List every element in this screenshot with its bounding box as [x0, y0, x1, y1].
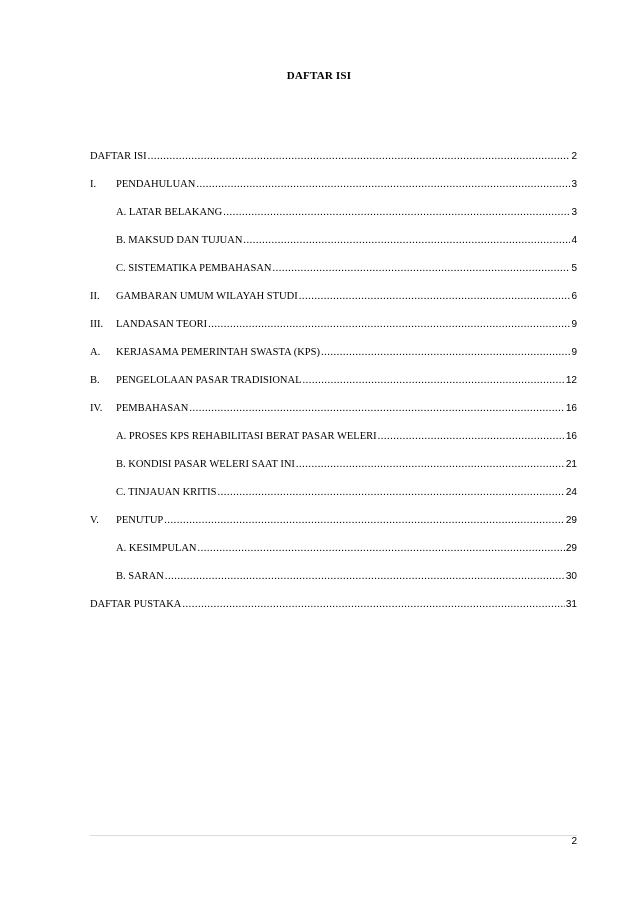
toc-entry-daftar-pustaka[interactable]: [90, 596, 577, 612]
toc-label: A. PROSES KPS REHABILITASI BERAT PASAR WELERI: [116, 431, 377, 442]
toc-entry-latar-belakang[interactable]: [116, 204, 577, 220]
toc-entry-sistematika-pembahasan[interactable]: [116, 260, 577, 276]
toc-page-number: 2: [571, 151, 577, 162]
toc-entry-kesimpulan[interactable]: [116, 540, 577, 556]
toc-entry-kerjasama-pemerintah-swasta[interactable]: [90, 344, 577, 360]
toc-numeral: III.: [90, 319, 104, 330]
toc-leader-dots: [196, 178, 570, 192]
toc-page-number: 30: [565, 571, 577, 582]
toc-entry-landasan-teori[interactable]: [90, 316, 577, 332]
toc-page-number: 21: [565, 459, 577, 470]
toc-label: C. SISTEMATIKA PEMBAHASAN: [116, 263, 272, 274]
toc-label: PENGELOLAAN PASAR TRADISIONAL: [116, 375, 302, 386]
page-title: DAFTAR ISI: [286, 70, 352, 82]
toc-leader-dots: [165, 570, 565, 584]
toc-page-number: 9: [571, 319, 577, 330]
toc-label: B. MAKSUD DAN TUJUAN: [116, 235, 243, 246]
toc-label: DAFTAR ISI: [90, 151, 147, 162]
toc-label: C. TINJAUAN KRITIS: [116, 487, 217, 498]
toc-page-number: 16: [565, 403, 577, 414]
toc-leader-dots: [321, 346, 570, 360]
toc-leader-dots: [217, 486, 564, 500]
toc-page-number: 3: [571, 207, 577, 218]
toc-leader-dots: [182, 598, 565, 612]
toc-page-number: 29: [565, 543, 577, 554]
toc-leader-dots: [189, 402, 565, 416]
toc-page-number: 16: [565, 431, 577, 442]
toc-label: PEMBAHASAN: [116, 403, 189, 414]
toc-numeral: II.: [90, 291, 100, 302]
toc-page-number: 6: [571, 291, 577, 302]
toc-leader-dots: [296, 458, 565, 472]
toc-label: B. KONDISI PASAR WELERI SAAT INI: [116, 459, 295, 470]
toc-label: B. SARAN: [116, 571, 164, 582]
toc-entry-kondisi-pasar-weleri[interactable]: [116, 456, 577, 472]
toc-page-number: 31: [565, 599, 577, 610]
toc-page-number: 3: [571, 179, 577, 190]
toc-entry-penutup[interactable]: [90, 512, 577, 528]
toc-page-number: 24: [565, 487, 577, 498]
toc-leader-dots: [378, 430, 565, 444]
toc-numeral: IV.: [90, 403, 103, 414]
toc-label: LANDASAN TEORI: [116, 319, 208, 330]
footer-page-number: 2: [571, 836, 577, 847]
toc-entry-proses-kps[interactable]: [116, 428, 577, 444]
toc-page-number: 29: [565, 515, 577, 526]
toc-leader-dots: [223, 206, 570, 220]
toc-label: A. KESIMPULAN: [116, 543, 197, 554]
toc-page-number: 5: [571, 263, 577, 274]
toc-numeral: V.: [90, 515, 99, 526]
toc-entry-pembahasan[interactable]: [90, 400, 577, 416]
toc-numeral: A.: [90, 347, 101, 358]
toc-numeral: I.: [90, 179, 97, 190]
toc-entry-pendahuluan[interactable]: [90, 176, 577, 192]
toc-leader-dots: [164, 514, 565, 528]
toc-label: DAFTAR PUSTAKA: [90, 599, 182, 610]
toc-entry-pengelolaan-pasar-tradisional[interactable]: [90, 372, 577, 388]
toc-leader-dots: [272, 262, 570, 276]
toc-numeral: B.: [90, 375, 100, 386]
toc-page-number: 9: [571, 347, 577, 358]
toc-entry-gambaran-umum[interactable]: [90, 288, 577, 304]
toc-page-number: 12: [565, 375, 577, 386]
toc-page-number: 4: [571, 235, 577, 246]
toc-leader-dots: [148, 150, 571, 164]
footer-divider: [90, 835, 577, 836]
toc-label: KERJASAMA PEMERINTAH SWASTA (KPS): [116, 347, 320, 358]
toc-label: PENUTUP: [116, 515, 164, 526]
toc-label: GAMBARAN UMUM WILAYAH STUDI: [116, 291, 298, 302]
toc-entry-maksud-dan-tujuan[interactable]: [116, 232, 577, 248]
toc-label: A. LATAR BELAKANG: [116, 207, 223, 218]
toc-entry-tinjauan-kritis[interactable]: [116, 484, 577, 500]
toc-leader-dots: [303, 374, 565, 388]
toc-leader-dots: [243, 234, 570, 248]
toc-leader-dots: [208, 318, 570, 332]
toc-label: PENDAHULUAN: [116, 179, 196, 190]
toc-leader-dots: [299, 290, 571, 304]
toc-entry-daftar-isi[interactable]: [90, 148, 577, 164]
toc-entry-saran[interactable]: [116, 568, 577, 584]
toc-leader-dots: [198, 542, 565, 556]
